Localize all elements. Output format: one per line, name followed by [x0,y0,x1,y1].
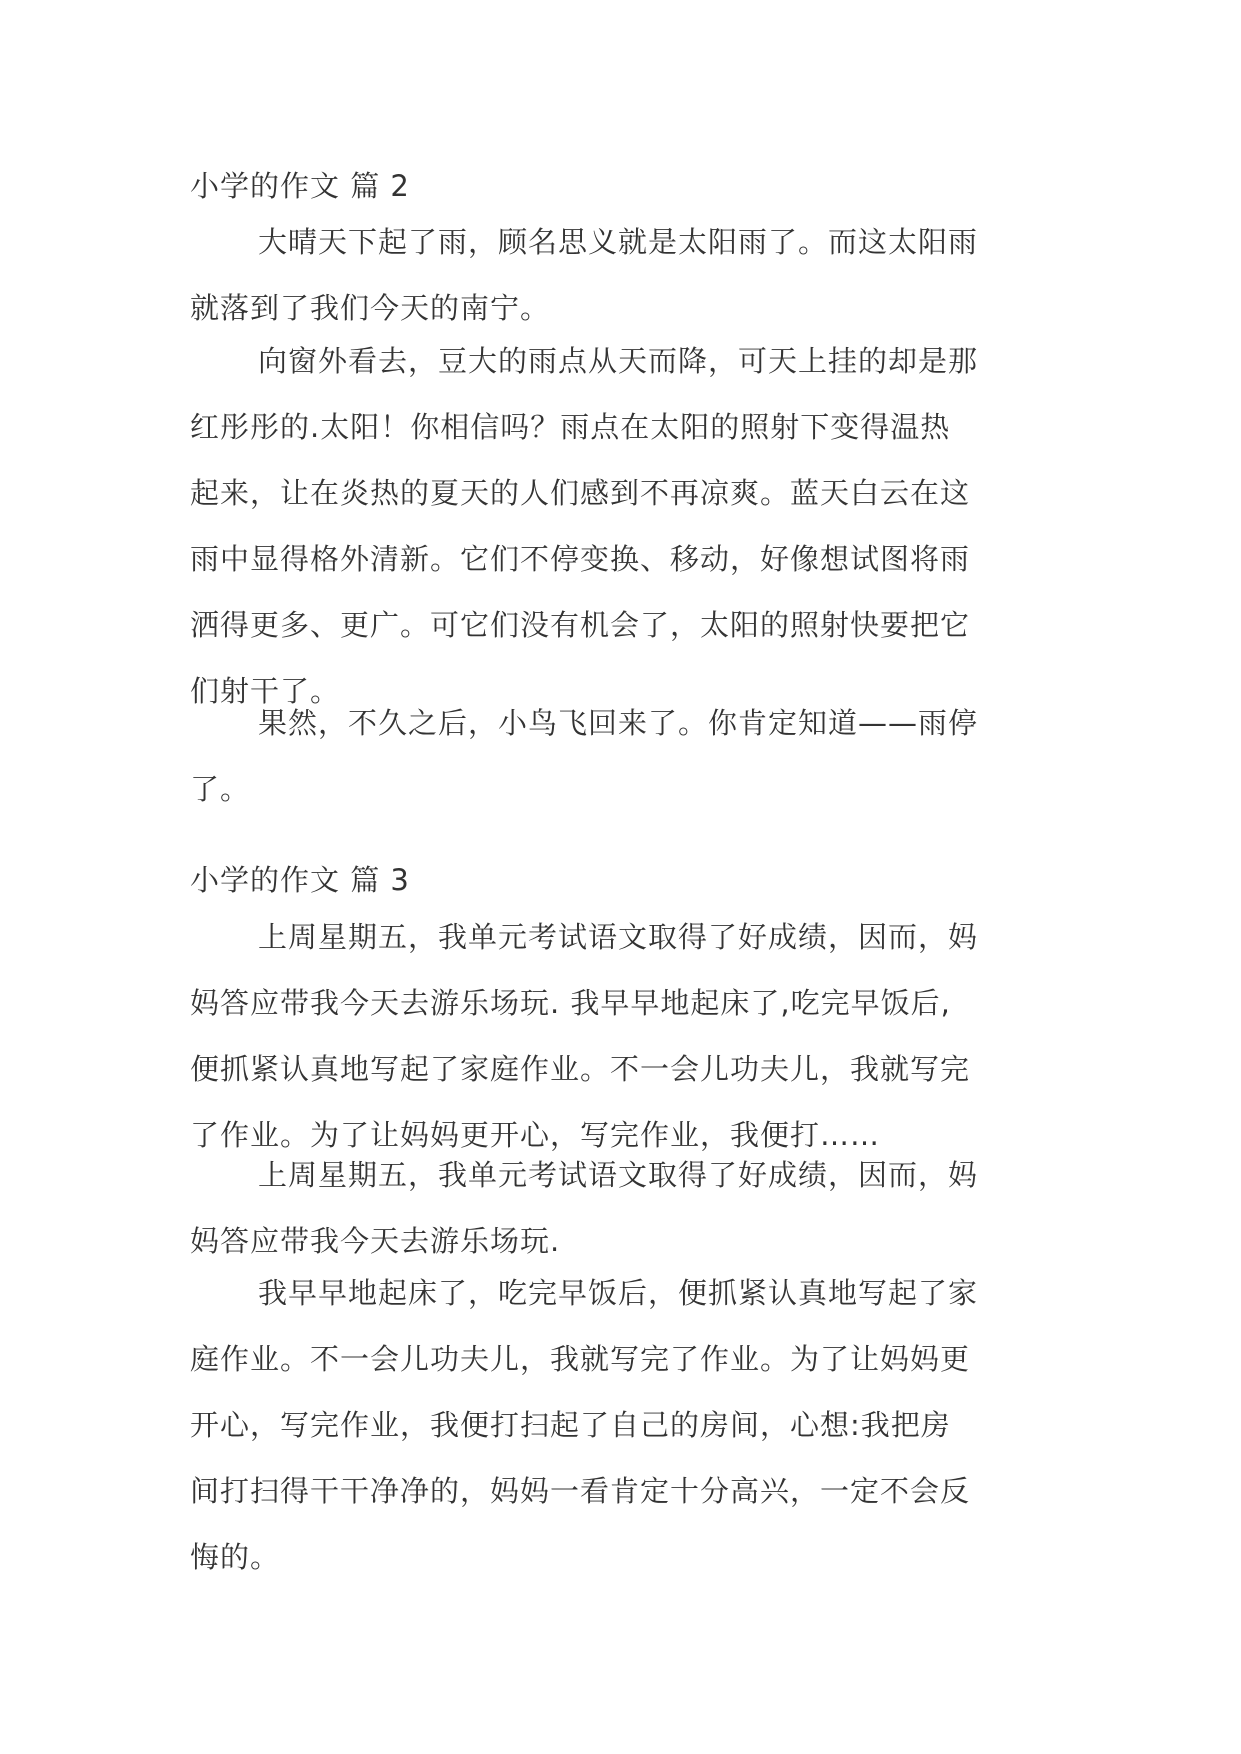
section-3-paragraph-2 [190,1142,1052,1274]
section-2-paragraph-2 [190,328,1052,724]
paragraph-line: 妈答应带我今天去游乐场玩. 我早早地起床了,吃完早饭后, [190,986,951,1020]
paragraph-line: 上周星期五，我单元考试语文取得了好成绩，因而，妈 [258,920,979,954]
paragraph-line: 雨中显得格外清新。它们不停变换、移动，好像想试图将雨 [190,542,971,576]
section-2-paragraph-3 [190,690,1052,822]
paragraph-line: 我早早地起床了，吃完早饭后，便抓紧认真地写起了家 [258,1276,979,1310]
paragraph-line: 们射干了。 [190,674,341,708]
paragraph-line: 就落到了我们今天的南宁。 [190,291,551,325]
paragraph-line: 便抓紧认真地写起了家庭作业。不一会儿功夫儿，我就写完 [190,1052,971,1086]
paragraph-line: 了作业。为了让妈妈更开心，写完作业，我便打…… [190,1118,881,1152]
section-2-paragraph-1 [190,209,1052,341]
paragraph-line: 间打扫得干干净净的，妈妈一看肯定十分高兴，一定不会反 [190,1474,971,1508]
paragraph-line: 妈答应带我今天去游乐场玩. [190,1224,561,1258]
paragraph-line: 上周星期五，我单元考试语文取得了好成绩，因而，妈 [258,1158,979,1192]
paragraph-line: 悔的。 [190,1540,281,1574]
section-3-title: 小学的作文 篇 3 [190,863,410,897]
section-3-paragraph-3 [190,1260,1052,1590]
paragraph-line: 洒得更多、更广。可它们没有机会了，太阳的照射快要把它 [190,608,971,642]
paragraph-line: 红彤彤的.太阳！你相信吗？雨点在太阳的照射下变得温热 [190,410,951,444]
paragraph-line: 了。 [190,772,251,806]
section-3-paragraph-1 [190,904,1052,1168]
paragraph-line: 果然，不久之后，小鸟飞回来了。你肯定知道——雨停 [258,706,979,740]
section-2-title: 小学的作文 篇 2 [190,169,410,203]
paragraph-line: 开心，写完作业，我便打扫起了自己的房间，心想:我把房 [190,1408,951,1442]
paragraph-line: 起来，让在炎热的夏天的人们感到不再凉爽。蓝天白云在这 [190,476,971,510]
paragraph-line: 向窗外看去，豆大的雨点从天而降，可天上挂的却是那 [258,344,979,378]
paragraph-line: 大晴天下起了雨，顾名思义就是太阳雨了。而这太阳雨 [258,225,979,259]
paragraph-line: 庭作业。不一会儿功夫儿，我就写完了作业。为了让妈妈更 [190,1342,971,1376]
